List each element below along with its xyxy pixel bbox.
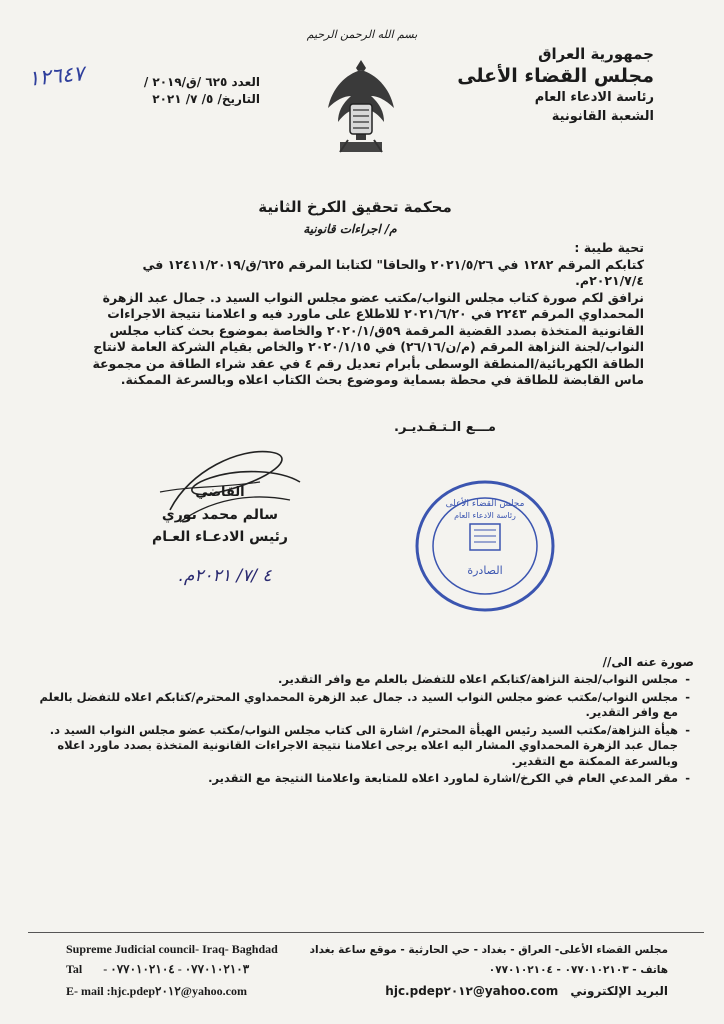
- paragraph-main: نرافق لكم صورة كتاب مجلس النواب/مكتب عضو مجلس النواب السيد د. جمال عبد الزهرة المحمداوي المرقم ٢٢٤٣ في ٢٠٢١/٦/٢٠ للاطلاع على ماورد فيه و اعلامنا نتيجة الاجراءات القانونية المتخذة بصدد القضية المرقمة ٥٩ق/٢٠٢٠/١ والخاصة بموضوع بحث كتاب مجلس النواب/لجنة النزاهة المرقم (م/ن/٢٦/١٦) في ٢٠٢٠/١/١٥ والخاص بقيام الشركة العامة لانتاج الطاقة الكهربائية/المنطقة الوسطى بأبرام تعديل رقم ٤ في عقد شراء الطاقة من مجموعة ماس القابضة للطاقة في محطة بسماية وموضوع بحث الكتاب اعلاه وبالسرعة الممكنة.: [92, 289, 644, 387]
- country-name: جمهورية العراق: [538, 45, 654, 63]
- division-name: الشعبة القانونية: [551, 109, 654, 124]
- signature-date: ٤ /٧/ ٢٠٢١م.: [178, 566, 272, 586]
- footer-email-en[interactable]: E- mail :hjc.pdep٢٠١٢@yahoo.com: [66, 984, 247, 998]
- official-stamp: [412, 476, 558, 616]
- footer-email-ar-address[interactable]: hjc.pdep٢٠١٢@yahoo.com: [385, 984, 559, 998]
- reference-date: التاريخ/ ٥/ ٧/ ٢٠٢١: [152, 92, 260, 106]
- footer-phone-numbers: - ٠٧٧٠١٠٢١٠٣ - ٠٧٧٠١٠٢١٠٤: [103, 962, 250, 976]
- reference-block: [110, 74, 260, 108]
- signatory-title: القاضي: [195, 485, 245, 500]
- copy-recipient: - مجلس النواب/لجنة النزاهة/كتابكم اعلاه للتفضل بالعلم مع وافر التقدير.: [28, 672, 690, 688]
- copy-recipient: - مجلس النواب/مكتب عضو مجلس النواب السيد د. جمال عبد الزهرة المحمداوي المحترم/كتابكم اعلاه للتفضل بالعلم مع وافر التقدير.: [28, 690, 690, 721]
- footer-email-ar-label: البريد الإلكتروني: [570, 984, 668, 998]
- footer-divider: [28, 932, 704, 933]
- council-name: مجلس القضاء الأعلى: [457, 65, 654, 87]
- letter-subject: م/ اجراءات قانونية: [303, 222, 397, 236]
- paragraph-reference: كتابكم المرقم ١٢٨٢ في ٢٠٢١/٥/٢٦ والحاقا" لكتابنا المرقم ٦٢٥/ق/١٢٤١١/٢٠١٩ في ٢٠٢١/٧/٤م.: [142, 256, 644, 288]
- reference-number: العدد ٦٢٥ /ق/٢٠١٩ /: [143, 75, 260, 89]
- copy-recipient: - هيأة النزاهة/مكتب السيد رئيس الهيأة المحترم/ اشارة الى كتاب مجلس النواب/مكتب عضو مجلس النواب السيد د. جمال عبد الزهرة المحمداوي المشار اليه اعلاه يرجى اعلامنا نتيجة الاجراءات القانونية المتخذة بصدد ماورد اعلاه وبالسرعة الممكنة مع التقدير.: [28, 723, 690, 770]
- footer-phone-en: [66, 962, 249, 977]
- basmala: بسم الله الرحمن الرحيم: [306, 28, 418, 41]
- stamp-text-bottom: الصادرة: [467, 564, 503, 577]
- copies-heading: صورة عنه الى//: [602, 655, 694, 669]
- signatory-name: سالم محمد نوري: [161, 507, 279, 523]
- signatory-block: [130, 482, 310, 548]
- copies-list: [28, 672, 690, 789]
- footer-address-ar: مجلس القضاء الأعلى- العراق - بغداد - حي الحارثية - موقع ساعة بغداد: [309, 944, 668, 956]
- copy-recipient: - مقر المدعي العام في الكرخ/اشارة لماورد اعلاه للمتابعة واعلامنا النتيجة مع التقدير.: [28, 771, 690, 787]
- closing-regards: مـــع الـتـقـديـر.: [394, 420, 496, 435]
- signatory-position: رئيس الادعـاء العـام: [151, 529, 288, 545]
- stamp-text-mid: رئاسة الادعاء العام: [454, 511, 516, 520]
- handwritten-number: ١٢٦٤٧: [26, 61, 86, 91]
- recipient-court: محكمة تحقيق الكرخ الثانية: [258, 198, 452, 216]
- issuer-header: [424, 44, 654, 126]
- letter-body: [86, 240, 644, 389]
- presidency-name: رئاسة الادعاء العام: [534, 90, 654, 105]
- footer-address-en: Supreme Judicial council- Iraq- Baghdad: [66, 942, 278, 956]
- stamp-text-top: مجلس القضاء الأعلى: [445, 499, 525, 509]
- iraq-eagle-emblem-icon: [326, 54, 396, 158]
- greeting: تحية طيبة :: [574, 240, 644, 255]
- footer-phone-ar: هاتف - ٠٧٧٠١٠٢١٠٣ - ٠٧٧٠١٠٢١٠٤: [488, 964, 668, 976]
- footer-email-ar: [385, 984, 668, 998]
- footer-phone-label: Tal: [66, 962, 83, 976]
